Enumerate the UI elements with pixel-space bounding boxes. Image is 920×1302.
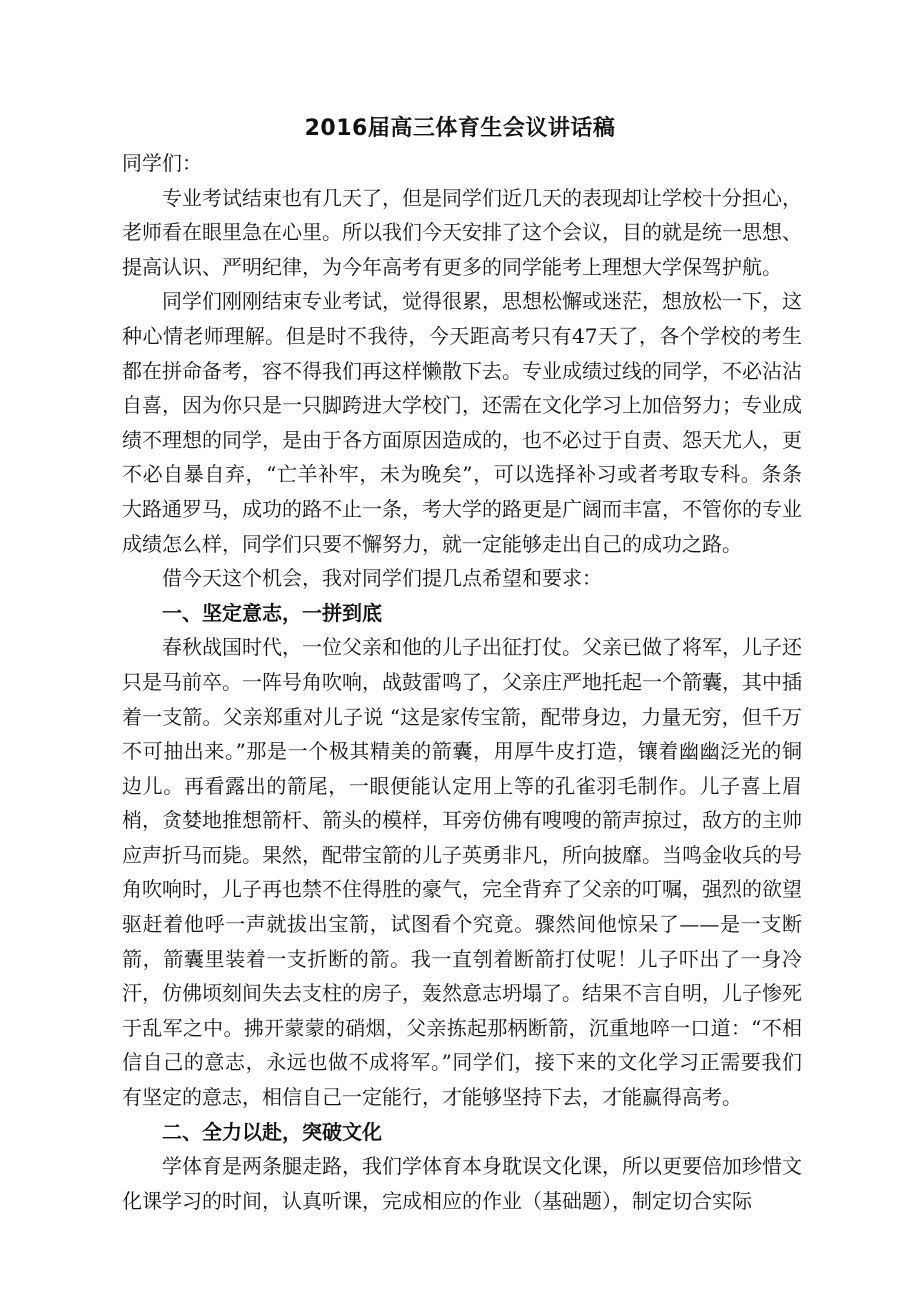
paragraph-transition: 借今天这个机会，我对同学们提几点希望和要求：	[162, 566, 602, 591]
paragraph-intro: 专业考试结束也有几天了，但是同学们近几天的表现却让学校十分担心，老师看在眼里急在心里。所以我们今天安排了这个会议，目的就是统一思想、提高认识、严明纪律，为今年高考有更多的同学能考上理想大学保驾护航。	[122, 185, 802, 279]
paragraph-story: 春秋战国时代，一位父亲和他的儿子出征打仗。父亲已做了将军，儿子还只是马前卒。一阵号角吹响，战鼓雷鸣了，父亲庄严地托起一个箭囊，其中插着一支箭。父亲郑重对儿子说 “这是家传宝箭，配带身边，力量无穷，但千万不可抽出来。”那是一个极其精美的箭囊，用厚牛皮打造，镶着幽幽泛光的铜边儿。再看露出的箭尾，一眼便能认定用上等的孔雀羽毛制作。儿子喜上眉梢，贪婪地推想箭杆、箭头的模样，耳旁仿佛有嗖嗖的箭声掠过，敌方的主帅应声折马而毙。果然，配带宝箭的儿子英勇非凡，所向披靡。当鸣金收兵的号角吹响时，儿子再也禁不住得胜的豪气，完全背弃了父亲的叮嘱，强烈的欲望驱赶着他呼一声就拔出宝箭，试图看个究竟。骤然间他惊呆了——是一支断箭，箭囊里装着一支折断的箭。我一直刳着断箭打仗呢！儿子吓出了一身冷汗，仿佛顷刻间失去支柱的房子，轰然意志坍塌了。结果不言自明，儿子惨死于乱军之中。拂开蒙蒙的硝烟，父亲拣起那柄断箭，沉重地啐一口道：“不相信自己的意志，永远也做不成将军。”同学们，接下来的文化学习正需要我们有坚定的意志，相信自己一定能行，才能够坚持下去，才能赢得高考。	[122, 635, 802, 1110]
greeting: 同学们：	[122, 151, 202, 175]
document-title: 2016届高三体育生会议讲话稿	[304, 116, 616, 141]
document-body	[122, 146, 802, 1218]
paragraph-culture: 学体育是两条腿走路，我们学体育本身耽误文化课，所以更要倍加珍惜文化课学习的时间，认真听课，完成相应的作业（基础题），制定切合实际	[122, 1154, 802, 1213]
section-heading-1: 一、坚定意志，一拼到底	[162, 600, 382, 625]
section-heading-2: 二、全力以赴，突破文化	[162, 1119, 382, 1144]
paragraph-situation: 同学们刚刚结束专业考试，觉得很累，思想松懈或迷茫，想放松一下，这种心情老师理解。但是时不我待，今天距高考只有47天了，各个学校的考生都在拼命备考，容不得我们再这样懒散下去。专业成绩过线的同学，不必沾沾自喜，因为你只是一只脚跨进大学校门，还需在文化学习上加倍努力；专业成绩不理想的同学，是由于各方面原因造成的，也不必过于自责、怨天尤人，更不必自暴自弃，“亡羊补牢，未为晚矣”，可以选择补习或者考取专科。条条大路通罗马，成功的路不止一条，考大学的路更是广阔而丰富，不管你的专业成绩怎么样，同学们只要不懈努力，就一定能够走出自己的成功之路。	[122, 289, 802, 556]
